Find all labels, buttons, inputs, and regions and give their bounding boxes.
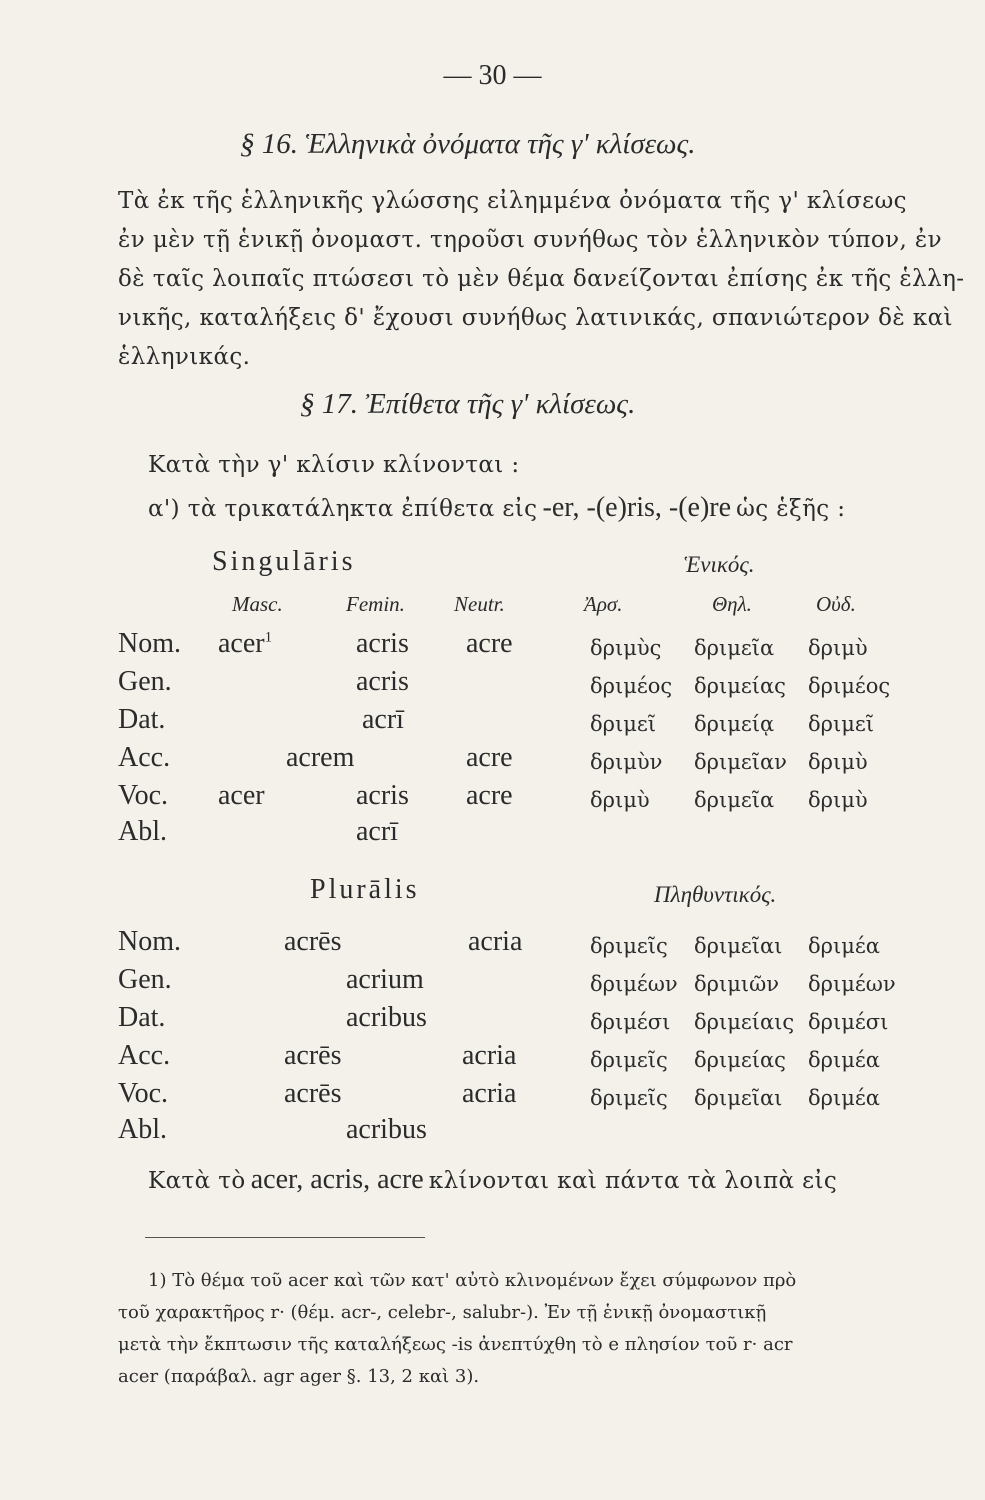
plural-latin-header: Plurālis: [310, 874, 420, 905]
sg-nom-fem: acris: [356, 628, 409, 659]
closing-line: [148, 1164, 837, 1196]
sg-acc-g3: δριμὺ: [808, 750, 868, 774]
sg-nom-masc-word: acer: [218, 628, 265, 659]
sg-voc-g2: δριμεῖα: [694, 788, 775, 812]
pl-acc-mf: acrēs: [284, 1040, 342, 1071]
sg-gen-g1: δριμέος: [590, 674, 673, 698]
col-header-femin: Femin.: [346, 592, 405, 616]
sg-dat-g2: δριμείᾳ: [694, 712, 775, 736]
sg-acc-neut: acre: [466, 742, 513, 773]
singular-latin-header: Singulāris: [212, 546, 356, 577]
page-number: — 30 —: [443, 60, 542, 91]
pl-dat-case: Dat.: [118, 1002, 166, 1033]
sg-voc-case: Voc.: [118, 780, 169, 811]
sg-voc-neut: acre: [466, 780, 513, 811]
plural-greek-header: Πληθυντικός.: [654, 882, 777, 907]
sg-nom-g1: δριμὺς: [590, 636, 662, 660]
closing-suffix: κλίνονται καὶ πάντα τὰ λοιπὰ εἰς: [428, 1168, 838, 1194]
sg-gen-g3: δριμέος: [808, 674, 891, 698]
section-16-line-3: δὲ ταῖς λοιπαῖς πτώσεσι τὸ μὲν θέμα δανείζονται ἐπίσης ἐκ τῆς ἑλλη-: [118, 266, 965, 292]
sg-voc-g3: δριμὺ: [808, 788, 868, 812]
footnote-line-1: 1) Τὸ θέμα τοῦ acer καὶ τῶν κατ' αὐτὸ κλινομένων ἔχει σύμφωνον πρὸ: [148, 1270, 797, 1291]
sg-acc-g1: δριμὺν: [590, 750, 663, 774]
col-header-arsen: Ἀρσ.: [584, 592, 623, 616]
section-16-line-2: ἐν μὲν τῇ ἑνικῇ ὀνομαστ. τηροῦσι συνήθως τὸν ἑλληνικὸν τύπον, ἐν: [118, 227, 943, 253]
pl-dat-g1: δριμέσι: [590, 1010, 671, 1034]
section-17-title: § 17. Ἐπίθετα τῆς γ' κλίσεως.: [300, 388, 636, 420]
sg-gen-g2: δριμείας: [694, 674, 786, 698]
pl-acc-case: Acc.: [118, 1040, 171, 1071]
col-header-oud: Οὐδ.: [816, 592, 856, 616]
pl-acc-neut: acria: [462, 1040, 517, 1071]
pl-abl-case: Abl.: [118, 1114, 167, 1145]
sg-voc-fem: acris: [356, 780, 409, 811]
pl-voc-mf: acrēs: [284, 1078, 342, 1109]
pl-gen-g3: δριμέων: [808, 972, 896, 996]
pl-voc-g1: δριμεῖς: [590, 1086, 668, 1110]
footnote-marker: 1: [264, 629, 273, 646]
pl-dat-g2: δριμείαις: [694, 1010, 795, 1034]
singular-greek-header: Ἑνικός.: [684, 552, 755, 577]
item-a-suffix: ὡς ἑξῆς :: [736, 496, 846, 522]
footnote-line-2: τοῦ χαρακτῆρος r· (θέμ. acr-, celebr-, salubr-). Ἐν τῇ ἑνικῇ ὀνομαστικῇ: [118, 1302, 767, 1323]
pl-nom-mf: acrēs: [284, 926, 342, 957]
section-16-title: § 16. Ἑλληνικὰ ὀνόματα τῆς γ' κλίσεως.: [240, 128, 696, 160]
pl-nom-g1: δριμεῖς: [590, 934, 668, 958]
sg-dat-form: acrī: [362, 704, 404, 735]
pl-nom-g3: δριμέα: [808, 934, 880, 958]
item-a-endings: -er, -(e)ris, -(e)re: [542, 492, 732, 523]
pl-nom-case: Nom.: [118, 926, 181, 957]
sg-nom-g3: δριμὺ: [808, 636, 868, 660]
sg-voc-g1: δριμὺ: [590, 788, 650, 812]
sg-gen-case: Gen.: [118, 666, 172, 697]
section-16-line-1: Τὰ ἐκ τῆς ἑλληνικῆς γλώσσης εἰλημμένα ὀνόματα τῆς γ' κλίσεως: [118, 188, 907, 214]
section-17-intro: Κατὰ τὴν γ' κλίσιν κλίνονται :: [148, 452, 520, 478]
sg-nom-masc: [218, 628, 272, 660]
pl-abl-form: acribus: [346, 1114, 427, 1145]
sg-acc-g2: δριμεῖαν: [694, 750, 787, 774]
pl-gen-g2: δριμιῶν: [694, 972, 779, 996]
pl-gen-g1: δριμέων: [590, 972, 678, 996]
footnote-line-4: acer (παράβαλ. agr ager §. 13, 2 καὶ 3).: [118, 1366, 480, 1387]
sg-dat-g3: δριμεῖ: [808, 712, 874, 736]
col-header-masc: Masc.: [232, 592, 283, 616]
section-16-line-5: ἑλληνικάς.: [118, 344, 251, 370]
footnote-line-3: μετὰ τὴν ἔκπτωσιν τῆς καταλήξεως -is ἀνεπτύχθη τὸ e πλησίον τοῦ r· acr: [118, 1334, 793, 1355]
pl-gen-form: acrium: [346, 964, 424, 995]
footnote-divider: [145, 1237, 425, 1238]
sg-dat-case: Dat.: [118, 704, 166, 735]
pl-acc-g2: δριμείας: [694, 1048, 786, 1072]
pl-voc-neut: acria: [462, 1078, 517, 1109]
sg-dat-g1: δριμεῖ: [590, 712, 656, 736]
closing-prefix: Κατὰ τὸ: [148, 1168, 246, 1194]
pl-dat-form: acribus: [346, 1002, 427, 1033]
sg-nom-g2: δριμεῖα: [694, 636, 775, 660]
pl-voc-g3: δριμέα: [808, 1086, 880, 1110]
sg-acc-case: Acc.: [118, 742, 171, 773]
pl-dat-g3: δριμέσι: [808, 1010, 889, 1034]
sg-abl-form: acrī: [356, 816, 398, 847]
col-header-thel: Θηλ.: [712, 592, 752, 616]
sg-acc-mf: acrem: [286, 742, 355, 773]
pl-nom-neut: acria: [468, 926, 523, 957]
sg-nom-neut: acre: [466, 628, 513, 659]
col-header-neutr: Neutr.: [454, 592, 505, 616]
sg-abl-case: Abl.: [118, 816, 167, 847]
pl-acc-g3: δριμέα: [808, 1048, 880, 1072]
pl-voc-case: Voc.: [118, 1078, 169, 1109]
sg-gen-form: acris: [356, 666, 409, 697]
item-a: [148, 492, 845, 524]
pl-gen-case: Gen.: [118, 964, 172, 995]
pl-acc-g1: δριμεῖς: [590, 1048, 668, 1072]
item-a-prefix: α') τὰ τρικατάληκτα ἐπίθετα εἰς: [148, 496, 538, 522]
pl-nom-g2: δριμεῖαι: [694, 934, 783, 958]
pl-voc-g2: δριμεῖαι: [694, 1086, 783, 1110]
sg-nom-case: Nom.: [118, 628, 181, 659]
closing-latin: acer, acris, acre: [250, 1164, 424, 1195]
sg-voc-masc: acer: [218, 780, 265, 811]
section-16-line-4: νικῆς, καταλήξεις δ' ἔχουσι συνήθως λατινικάς, σπανιώτερον δὲ καὶ: [118, 305, 953, 331]
